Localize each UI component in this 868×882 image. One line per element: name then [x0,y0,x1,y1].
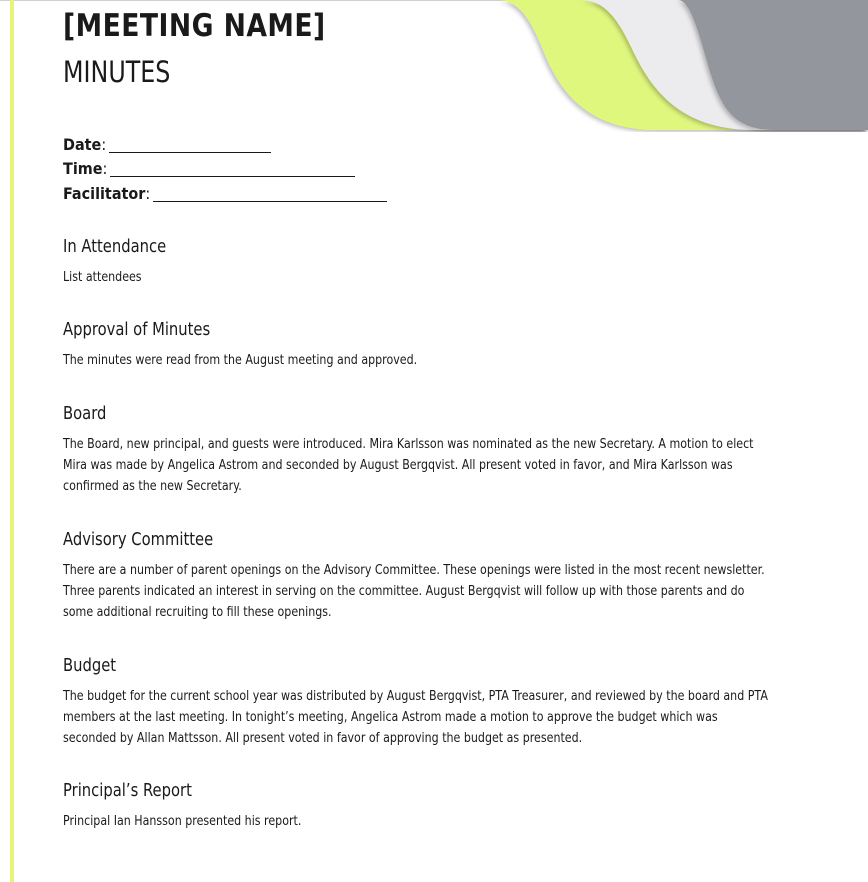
time-input-line[interactable] [110,160,355,177]
section-heading: Principal’s Report [63,780,192,801]
section-advisory-committee [63,529,773,623]
time-field: Time : [63,157,773,182]
date-input-line[interactable] [109,136,271,153]
document-body [63,8,773,829]
section-in-attendance [63,236,773,288]
section-body: The minutes were read from the August meeting and approved. [63,352,418,368]
section-budget [63,655,773,749]
section-body: List attendees [63,269,142,285]
facilitator-field: Facilitator : [63,181,773,206]
date-field: Date : [63,132,773,157]
minutes-subtitle: MINUTES [63,55,171,89]
section-board [63,403,773,497]
facilitator-input-line[interactable] [153,185,387,202]
section-heading: In Attendance [63,236,167,257]
section-body: Principal Ian Hansson presented his report. [63,813,302,829]
section-body: There are a number of parent openings on the Advisory Committee. These openings were listed in the most recent newsletter. Three parents indicated an interest in serving on the committee. August Bergqvist will follow up with those parents and do some additional recruiting to fill these openings. [63,562,765,620]
time-label: Time [63,159,103,178]
left-accent-bar [10,0,14,882]
section-body: The budget for the current school year was distributed by August Bergqvist, PTA Treasurer, and reviewed by the board and PTA members at the last meeting. In tonight’s meeting, Angelica Astrom made a motion to approve the budget which was seconded by Allan Mattsson. All present voted in favor of approving the budget as presented. [63,688,768,746]
section-heading: Advisory Committee [63,529,214,550]
section-heading: Approval of Minutes [63,319,211,340]
meeting-info-fields [63,132,773,206]
section-heading: Board [63,403,107,424]
meeting-name-title: [MEETING NAME] [63,8,326,44]
date-label: Date [63,134,102,154]
section-body: The Board, new principal, and guests were introduced. Mira Karlsson was nominated as the new Secretary. A motion to elect Mira was made by Angelica Astrom and seconded by August Bergqvist. All present voted in favor, and Mira Karlsson was confirmed as the new Secretary. [63,436,754,494]
section-approval-of-minutes [63,319,773,371]
facilitator-label: Facilitator [63,183,146,203]
section-principals-report [63,780,773,832]
section-heading: Budget [63,655,117,676]
